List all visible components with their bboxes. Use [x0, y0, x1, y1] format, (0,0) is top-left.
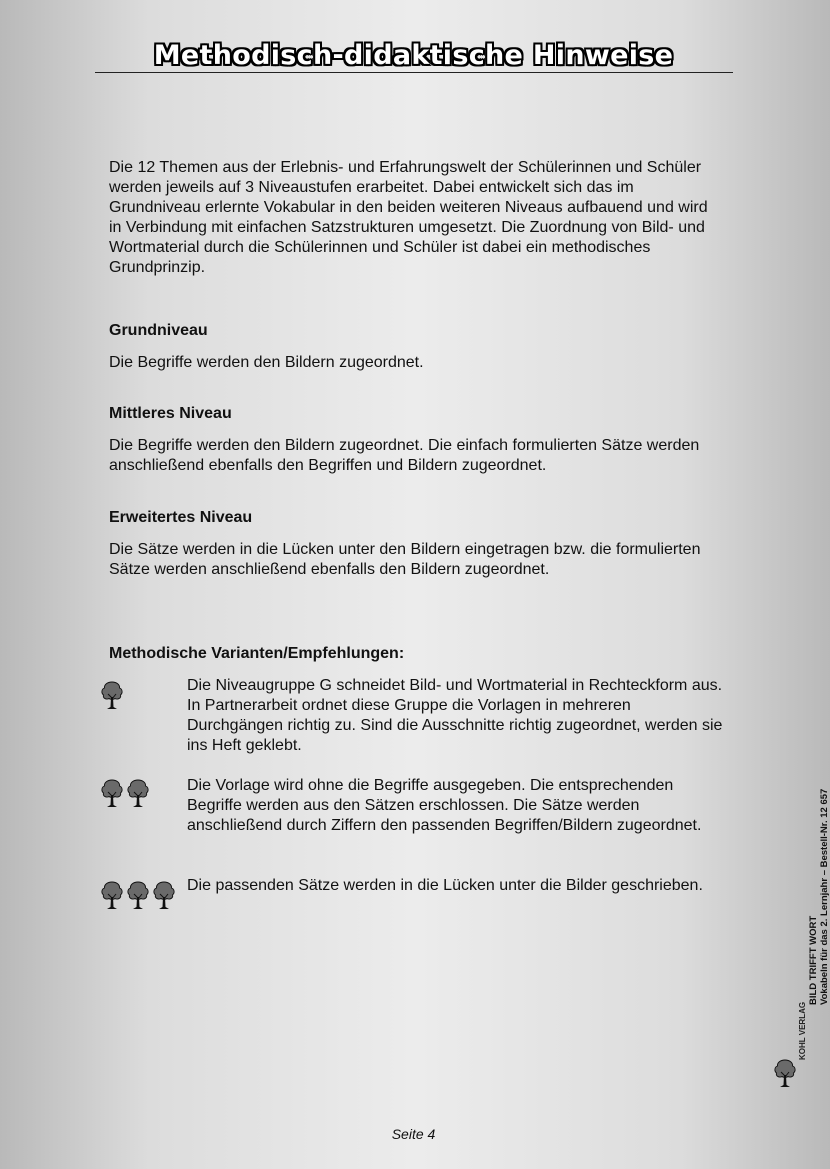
- variant-2-text: Die Vorlage wird ohne die Begriffe ausgegeben. Die entsprechenden Begriffe werden aus den Sätzen erschlossen. Die Sätze werden anschließend durch Ziffern den passenden Begriffen/Bildern zugeordnet.: [187, 777, 702, 834]
- level-text-grundniveau: Die Begriffe werden den Bildern zugeordnet.: [109, 354, 424, 371]
- page-title: Methodisch-didaktische Hinweise: [153, 40, 674, 71]
- variant-1-trees: [100, 680, 124, 710]
- tree-logo-icon: [770, 1058, 800, 1088]
- sidebar-order-info: Vokabeln für das 2. Lernjahr – Bestell-Nr. 12 657: [819, 788, 830, 1005]
- sidebar-credit: [808, 789, 830, 1005]
- level-heading-erweitertes-niveau: Erweitertes Niveau: [109, 509, 253, 526]
- variant-3-text: Die passenden Sätze werden in die Lücken unter die Bilder geschrieben.: [187, 877, 703, 894]
- level-heading-mittleres-niveau: Mittleres Niveau: [109, 405, 232, 422]
- page-number: Seite 4: [391, 1126, 436, 1142]
- level-text-mittleres-niveau: Die Begriffe werden den Bildern zugeordnet. Die einfach formulierten Sätze werden anschließend ebenfalls den Begriffen und Bildern zugeordnet.: [109, 437, 700, 474]
- sidebar-series-title: BILD TRIFFT WORT: [808, 915, 819, 1005]
- tree-icon: [126, 778, 150, 808]
- level-heading-grundniveau: Grundniveau: [109, 322, 208, 339]
- variant-1-text: Die Niveaugruppe G schneidet Bild- und Wortmaterial in Rechteckform aus. In Partnerarbeit ordnet diese Gruppe die Vorlagen in mehreren Durchgängen richtig zu. Sind die Ausschnitte richtig zugeordnet, werden sie ins Heft geklebt.: [187, 677, 723, 754]
- publisher-name: KOHL VERLAG: [798, 1001, 807, 1060]
- title-underline: [95, 72, 733, 73]
- variants-heading: Methodische Varianten/Empfehlungen:: [109, 645, 405, 662]
- variant-2-trees: [100, 778, 150, 808]
- tree-icon: [152, 880, 176, 910]
- tree-icon: [100, 778, 124, 808]
- intro-paragraph: Die 12 Themen aus der Erlebnis- und Erfahrungswelt der Schülerinnen und Schüler werden jeweils auf 3 Niveaustufen erarbeitet. Dabei entwickelt sich das im Grundniveau erlernte Vokabular in den beiden weiteren Niveaus aufbauend und wird in Verbindung mit einfachen Satzstrukturen umgesetzt. Die Zuordnung von Bild- und Wortmaterial durch die Schülerinnen und Schüler ist dabei ein methodisches Grundprinzip.: [109, 159, 708, 276]
- tree-icon: [126, 880, 150, 910]
- variant-3-trees: [100, 880, 176, 910]
- level-text-erweitertes-niveau: Die Sätze werden in die Lücken unter den Bildern eingetragen bzw. die formulierten Sätze werden anschließend ebenfalls den Bildern zugeordnet.: [109, 541, 701, 578]
- tree-icon: [100, 680, 124, 710]
- tree-icon: [100, 880, 124, 910]
